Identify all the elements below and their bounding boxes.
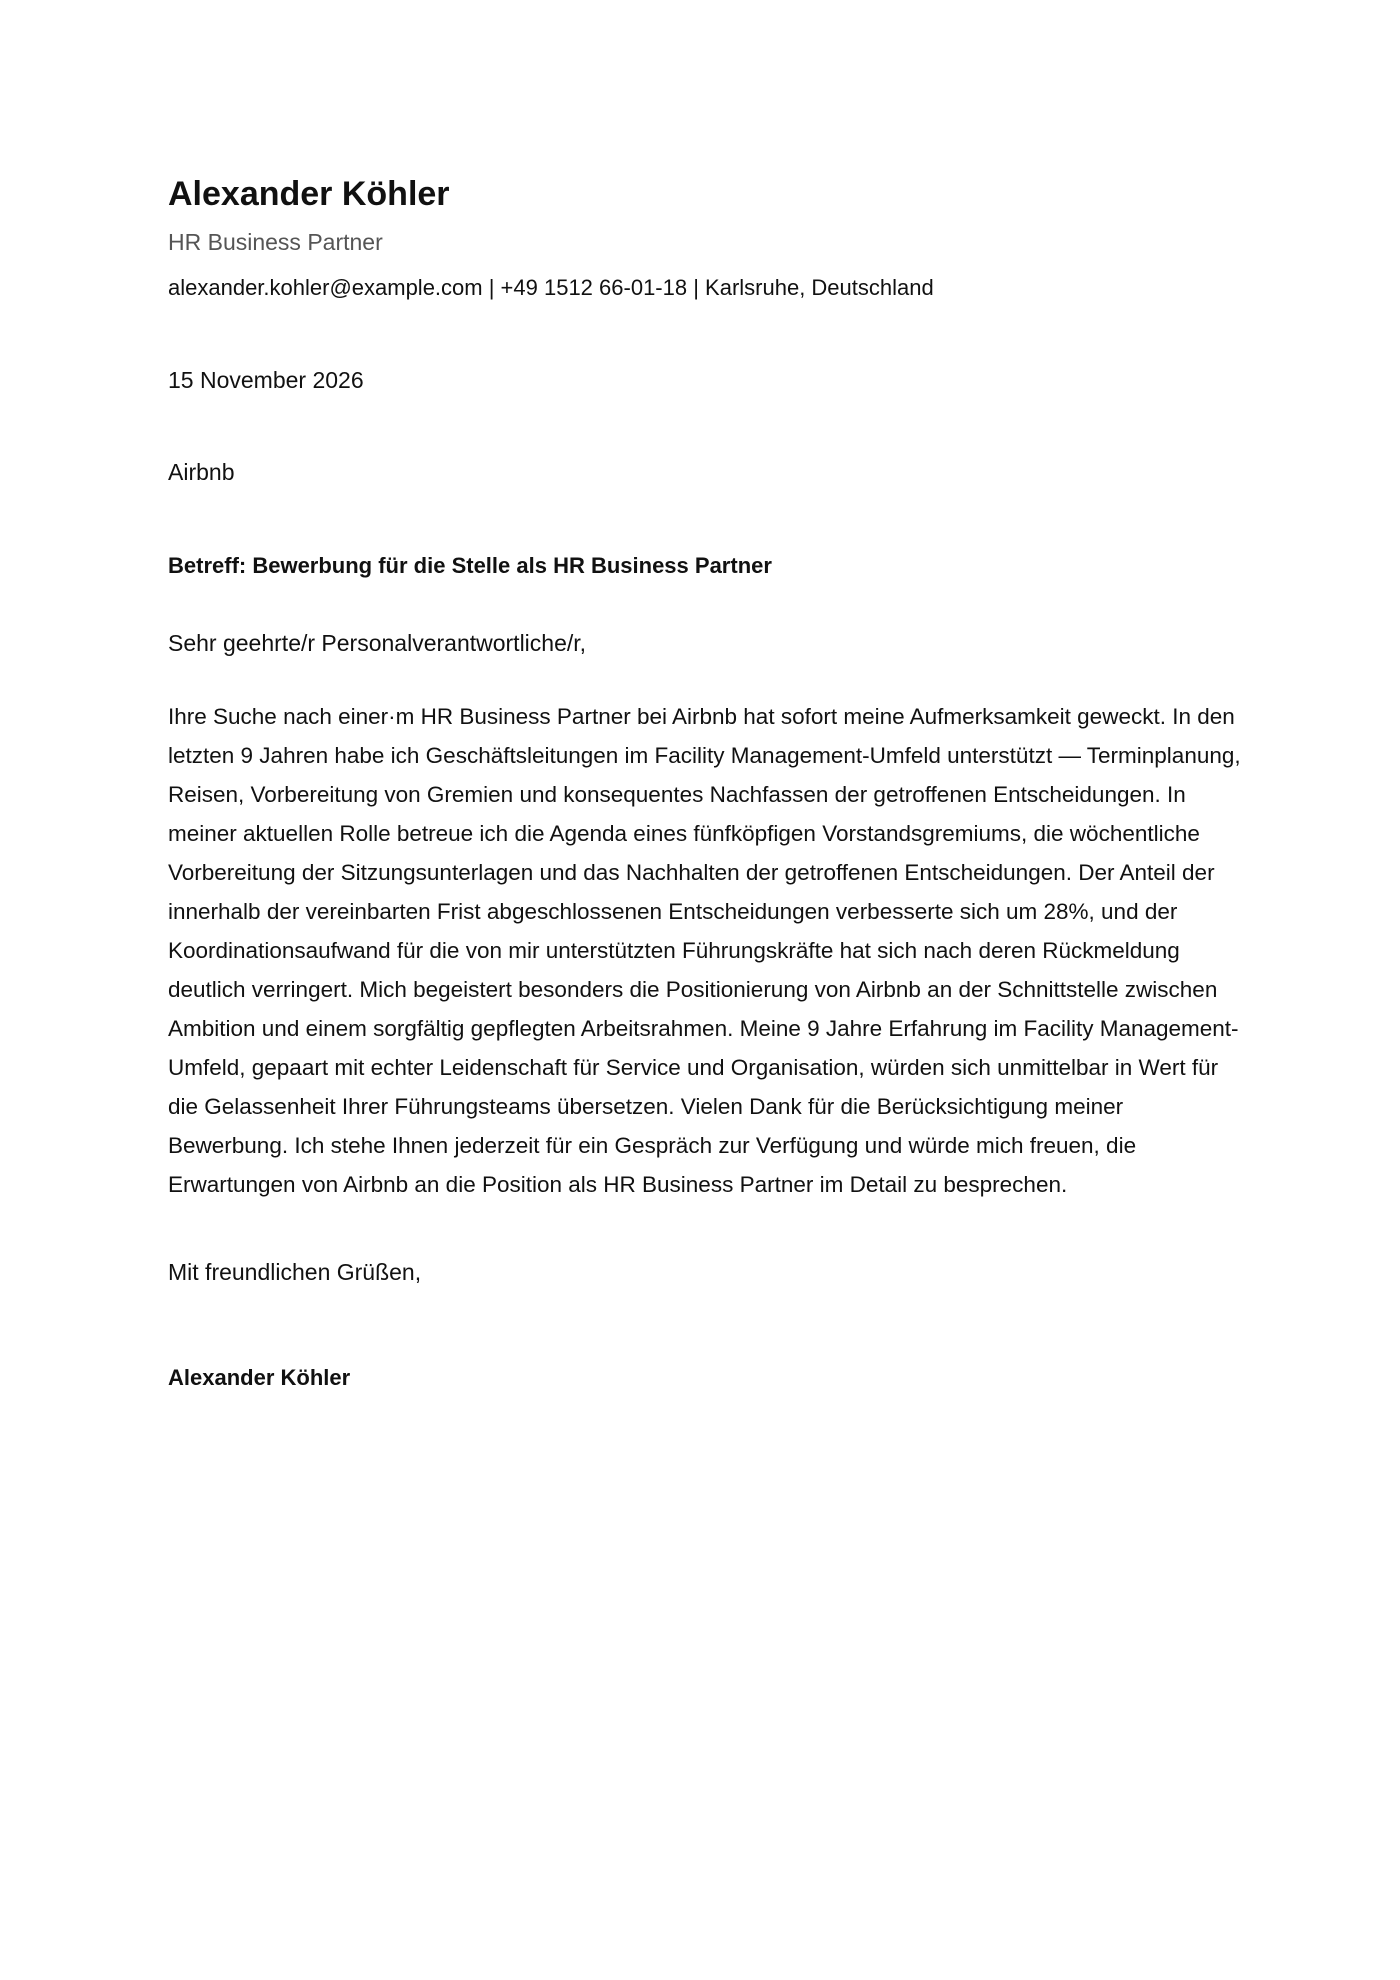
letter-body: Ihre Suche nach einer·m HR Business Partner bei Airbnb hat sofort meine Aufmerksamkeit geweckt. In den letzten 9 Jahren habe ich Geschäftsleitungen im Facility Management-Umfeld unterstützt — Terminplanung, Reisen, Vorbereitung von Gremien und konsequentes Nachfassen der getroffenen Entscheidungen. In meiner aktuellen Rolle betreue ich die Agenda eines fünfköpfigen Vorstandsgremiums, die wöchentliche Vorbereitung der Sitzungsunterlagen und das Nachhalten der getroffenen Entscheidungen. Der Anteil der innerhalb der vereinbarten Frist abgeschlossenen Entscheidungen verbesserte sich um 28%, und der Koordinationsaufwand für die von mir unterstützten Führungskräfte hat sich nach deren Rückmeldung deutlich verringert. Mich begeistert besonders die Positionierung von Airbnb an der Schnittstelle zwischen Ambition und einem sorgfältig gepflegten Arbeitsrahmen. Meine 9 Jahre Erfahrung im Facility Management-Umfeld, gepaart mit echter Leidenschaft für Service und Organisation, würden sich unmittelbar in Wert für die Gelassenheit Ihrer Führungsteams übersetzen. Vielen Dank für die Berücksichtigung meiner Bewerbung. Ich stehe Ihnen jederzeit für ein Gespräch zur Verfügung und würde mich freuen, die Erwartungen von Airbnb an die Position als HR Business Partner im Detail zu besprechen. [168,704,1241,1197]
letter-signature: Alexander Köhler [168,1365,351,1390]
recipient-company: Airbnb [168,459,235,485]
letter-closing: Mit freundlichen Grüßen, [168,1259,422,1285]
sender-title: HR Business Partner [168,229,383,255]
sender-name: Alexander Köhler [168,175,450,213]
letter-subject: Betreff: Bewerbung für die Stelle als HR Business Partner [168,553,772,578]
letter-content [168,170,1248,1394]
letter-date: 15 November 2026 [168,367,364,393]
letter-salutation: Sehr geehrte/r Personalverantwortliche/r, [168,630,587,656]
sender-contact: alexander.kohler@example.com | +49 1512 66-01-18 | Karlsruhe, Deutschland [168,275,934,300]
